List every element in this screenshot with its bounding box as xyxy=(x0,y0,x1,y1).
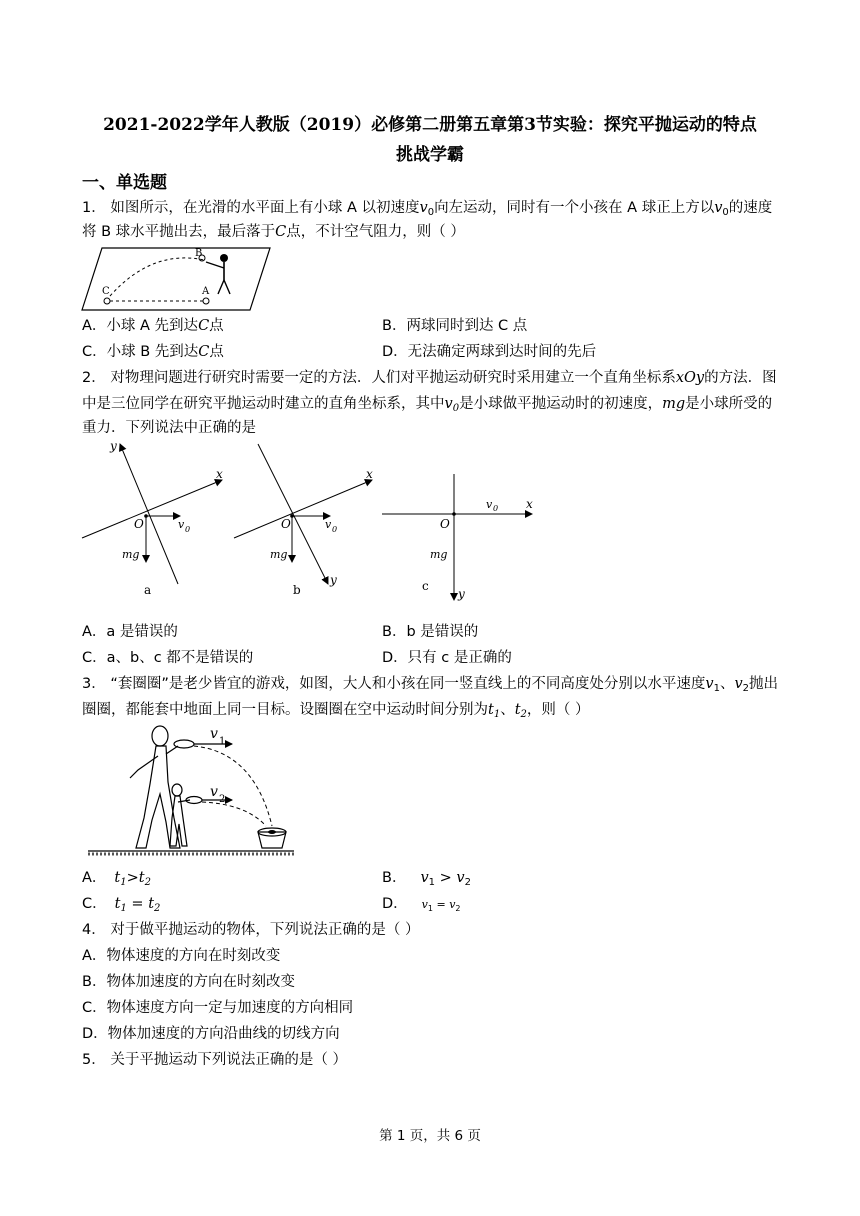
trajectory-v1 xyxy=(194,746,272,826)
label-a: A xyxy=(202,286,210,297)
label-b: B xyxy=(195,248,203,259)
q1-stem-line1: 1． 如图所示，在光滑的水平面上有小球 A 以初速度$v_0$向左运动，同时有一个小孩在 A 球正上方以$v_0$的速度 xyxy=(82,200,773,218)
q1-option-a[interactable]: A．小球 A 先到达C点 xyxy=(82,318,224,334)
q4-option-b[interactable]: B．物体加速度的方向在时刻改变 xyxy=(82,974,295,990)
q3-option-c[interactable]: C． $t_1 = t_2$ xyxy=(82,896,161,914)
q5-stem: 5． 关于平抛运动下列说法正确的是（ ） xyxy=(82,1052,347,1068)
ground xyxy=(88,851,294,854)
q1-option-d[interactable]: D．无法确定两球到达时间的先后 xyxy=(382,344,597,360)
svg-text:v: v xyxy=(178,518,185,531)
svg-text:b: b xyxy=(293,583,301,597)
svg-text:y: y xyxy=(458,587,465,601)
label-c: C xyxy=(102,286,110,297)
svg-text:y: y xyxy=(110,439,117,453)
q1-option-c[interactable]: C．小球 B 先到达C点 xyxy=(82,344,224,360)
svg-text:mg: mg xyxy=(122,548,140,561)
q2-option-b[interactable]: B．b 是错误的 xyxy=(382,624,479,640)
q2-figure xyxy=(82,438,542,608)
svg-text:O: O xyxy=(134,517,144,531)
svg-text:1: 1 xyxy=(219,736,226,747)
q1-option-b[interactable]: B．两球同时到达 C 点 xyxy=(382,318,528,334)
q4-option-c[interactable]: C．物体速度方向一定与加速度的方向相同 xyxy=(82,1000,354,1016)
svg-text:O: O xyxy=(440,517,450,531)
trajectory-v2 xyxy=(202,802,266,826)
coord-diagram-b xyxy=(234,444,373,597)
svg-text:0: 0 xyxy=(185,525,191,534)
q3-option-d[interactable]: D． $v_1 = v_2$ xyxy=(382,896,461,913)
adult-hoop xyxy=(174,740,194,748)
svg-text:v: v xyxy=(210,784,218,800)
svg-text:x: x xyxy=(526,497,533,511)
coord-diagram-a xyxy=(82,439,223,597)
section-heading: 一、单选题 xyxy=(82,173,167,193)
doc-title-line2: 挑战学霸 xyxy=(396,145,464,165)
svg-text:O: O xyxy=(281,517,291,531)
q3-stem-line1: 3． “套圈圈”是老少皆宜的游戏，如图，大人和小孩在同一竖直线上的不同高度处分别以水平速度$v_1$、$v_2$抛出 xyxy=(82,676,779,694)
svg-text:c: c xyxy=(422,579,429,593)
point-c-circle xyxy=(104,298,110,304)
svg-text:a: a xyxy=(144,583,152,597)
q2-stem-line3: 重力．下列说法中正确的是 xyxy=(82,420,256,436)
target-bucket xyxy=(258,828,286,848)
svg-text:mg: mg xyxy=(270,548,288,561)
q1-stem-line2: 将 B 球水平抛出去，最后落于C点，不计空气阻力，则（ ） xyxy=(82,224,465,240)
q3-option-b[interactable]: B． $v_1 > v_2$ xyxy=(382,870,471,888)
svg-text:x: x xyxy=(366,467,373,481)
coord-diagram-c xyxy=(382,474,533,601)
svg-text:x: x xyxy=(216,467,223,481)
q2-stem-line1: 2． 对物理问题进行研究时需要一定的方法．人们对平抛运动研究时采用建立一个直角坐标系xOy的方法．图 xyxy=(82,370,777,386)
child-figure-q3 xyxy=(170,784,190,846)
trajectory-curve xyxy=(110,258,204,296)
svg-text:0: 0 xyxy=(493,504,499,513)
q2-option-d[interactable]: D．只有 c 是正确的 xyxy=(382,650,512,666)
q4-stem: 4． 对于做平抛运动的物体，下列说法正确的是（ ） xyxy=(82,922,420,938)
svg-text:v: v xyxy=(486,498,493,511)
doc-title-line1: 2021-2022学年人教版（2019）必修第二册第五章第3节实验：探究平抛运动的特点 xyxy=(103,115,757,135)
svg-text:mg: mg xyxy=(430,548,448,561)
svg-text:y: y xyxy=(330,573,337,587)
q2-option-a[interactable]: A．a 是错误的 xyxy=(82,624,178,640)
svg-text:0: 0 xyxy=(332,525,338,534)
q4-option-d[interactable]: D．物体加速度的方向沿曲线的切线方向 xyxy=(82,1026,340,1042)
child-figure xyxy=(206,254,230,294)
q2-option-c[interactable]: C．a、b、c 都不是错误的 xyxy=(82,650,254,666)
q3-option-a[interactable]: A． $t_1>t_2$ xyxy=(82,870,151,888)
q4-option-a[interactable]: A．物体速度的方向在时刻改变 xyxy=(82,948,281,964)
svg-text:2: 2 xyxy=(219,794,226,805)
svg-text:v: v xyxy=(210,726,218,742)
page-footer: 第 1 页，共 6 页 xyxy=(379,1128,481,1144)
q2-stem-line2: 中是三位同学在研究平抛运动时建立的直角坐标系，其中$v_0$是小球做平抛运动时的初速度，mg是小球所受的 xyxy=(82,396,773,414)
q1-figure xyxy=(82,244,272,314)
q3-figure xyxy=(86,722,296,862)
svg-text:v: v xyxy=(325,518,332,531)
q3-stem-line2: 圈圈，都能套中地面上同一目标。设圈圈在空中运动时间分别为$t_1$、$t_2$，则（ ） xyxy=(82,702,590,720)
